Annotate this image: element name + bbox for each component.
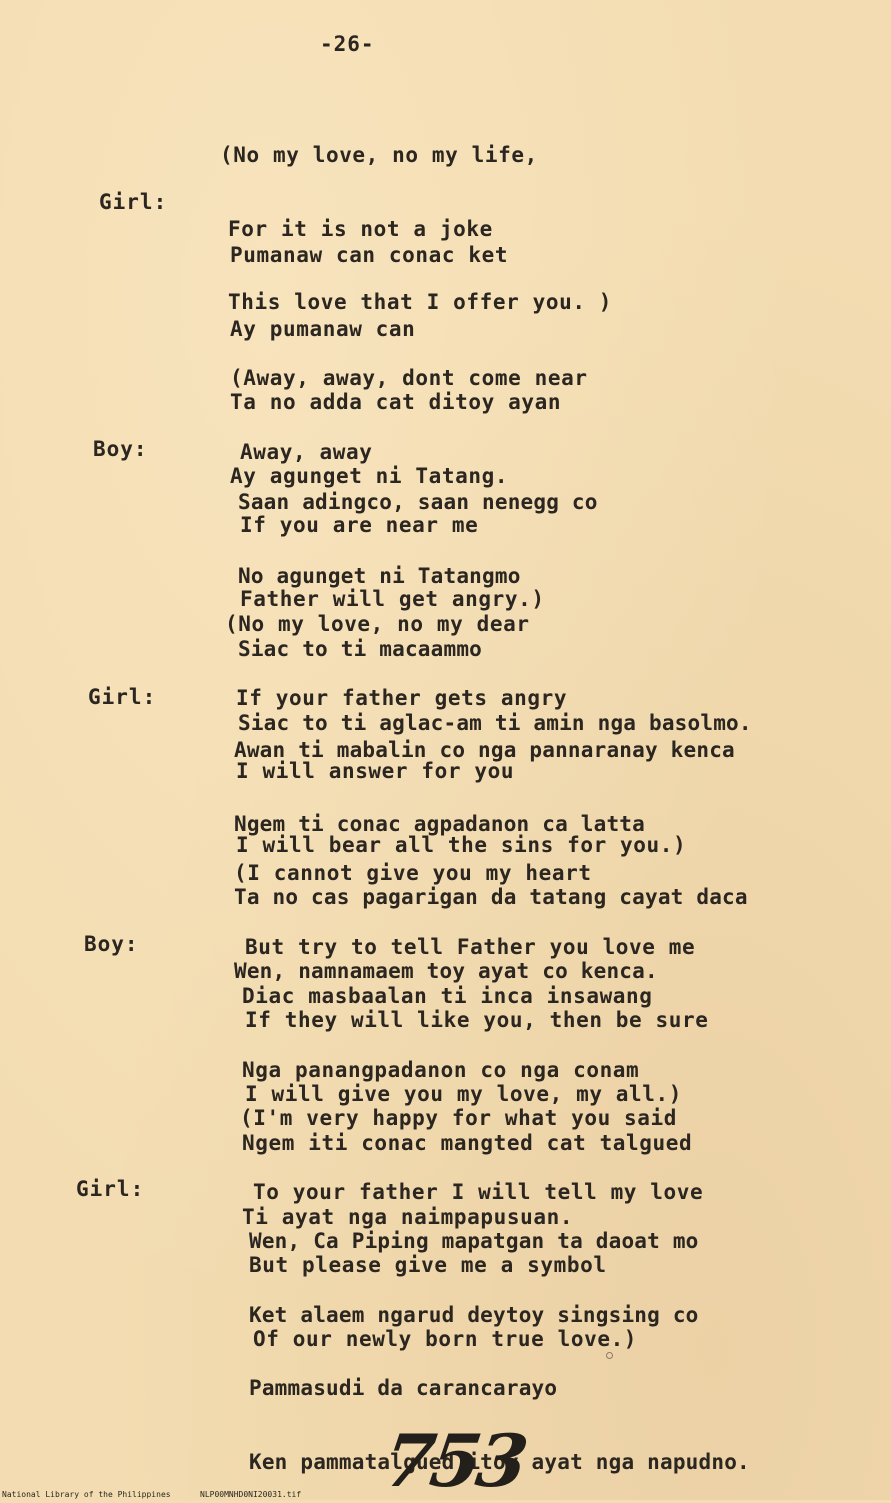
lyric-line: (I cannot give you my heart xyxy=(234,861,592,885)
lyric-line: Ay pumanaw can xyxy=(230,316,416,341)
footer-library: National Library of the Philippines xyxy=(2,1490,171,1499)
lyric-line: But try to tell Father you love me xyxy=(245,934,696,959)
lyric-line: This love that I offer you. ) xyxy=(228,290,613,314)
lyric-line: Siac to ti macaammo xyxy=(238,637,483,661)
speaker-label: Boy: xyxy=(84,932,139,956)
lyric-line: I will answer for you xyxy=(236,759,515,783)
footer-filename: NLP00MNHD0NI20031.tif xyxy=(200,1490,302,1499)
lyric-line: I will bear all the sins for you.) xyxy=(236,832,687,857)
lyric-line: I will give you my love, my all.) xyxy=(245,1081,683,1106)
lyric-line: Ket alaem ngarud deytoy singsing co xyxy=(249,1302,699,1327)
lyric-line: Siac to ti aglac-am ti amin nga basolmo. xyxy=(238,710,752,735)
lyric-line: If you are near me xyxy=(240,513,479,537)
lyric-line: (No my love, no my life, xyxy=(220,143,538,167)
speaker-label: Boy: xyxy=(93,437,148,461)
lyric-line: (Away, away, dont come near xyxy=(230,366,588,390)
lyric-line: Ken pammatalgued itoy ayat nga napudno. xyxy=(249,1449,750,1474)
lyric-line: Ay agunget ni Tatang. xyxy=(230,463,509,488)
lyric-line: (I'm very happy for what you said xyxy=(240,1106,678,1130)
speaker-label: Girl: xyxy=(88,685,157,709)
lyric-line: No agunget ni Tatangmo xyxy=(238,563,521,588)
lyric-line: Pammasudi da carancarayo xyxy=(249,1376,558,1400)
lyric-line: Pumanaw can conac ket xyxy=(230,243,509,267)
lyric-line: Ta no cas pagarigan da tatang cayat daca xyxy=(234,885,748,909)
speaker-label: Girl: xyxy=(99,190,168,214)
lyric-line: To your father I will tell my love xyxy=(253,1179,704,1204)
lyric-line: Awan ti mabalin co nga pannaranay kenca xyxy=(234,738,735,762)
lyric-line: Wen, namnamaem toy ayat co kenca. xyxy=(234,958,658,983)
lyric-line: Ngem iti conac mangted cat talgued xyxy=(242,1131,693,1155)
handwritten-folio-number: 753 xyxy=(379,1418,530,1503)
lyric-line: If your father gets angry xyxy=(236,685,568,710)
page-number: -26- xyxy=(320,32,375,56)
lyric-line: Ta no adda cat ditoy ayan xyxy=(230,390,562,414)
lyric-line: Nga panangpadanon co nga conam xyxy=(242,1057,640,1082)
lyric-line: If they will like you, then be sure xyxy=(245,1008,709,1032)
lyric-line: Ti ayat nga naimpapusuan. xyxy=(242,1204,574,1229)
lyric-line: Wen, Ca Piping mapatgan ta daoat mo xyxy=(249,1229,699,1253)
paper-speck xyxy=(606,1352,613,1359)
lyric-line: Father will get angry.) xyxy=(240,586,545,611)
lyric-line: But please give me a symbol xyxy=(249,1253,607,1277)
lyric-line: (No my love, no my dear xyxy=(225,612,530,636)
lyric-line: Saan adingco, saan nenegg co xyxy=(238,490,598,514)
lyric-line: Ngem ti conac agpadanon ca latta xyxy=(234,811,645,836)
speaker-label: Girl: xyxy=(76,1177,145,1201)
lyric-line: For it is not a joke xyxy=(228,216,493,241)
lyric-line: Diac masbaalan ti inca insawang xyxy=(242,984,653,1008)
lyric-line: Of our newly born true love.) xyxy=(253,1326,638,1351)
lyric-line: Away, away xyxy=(240,439,373,464)
